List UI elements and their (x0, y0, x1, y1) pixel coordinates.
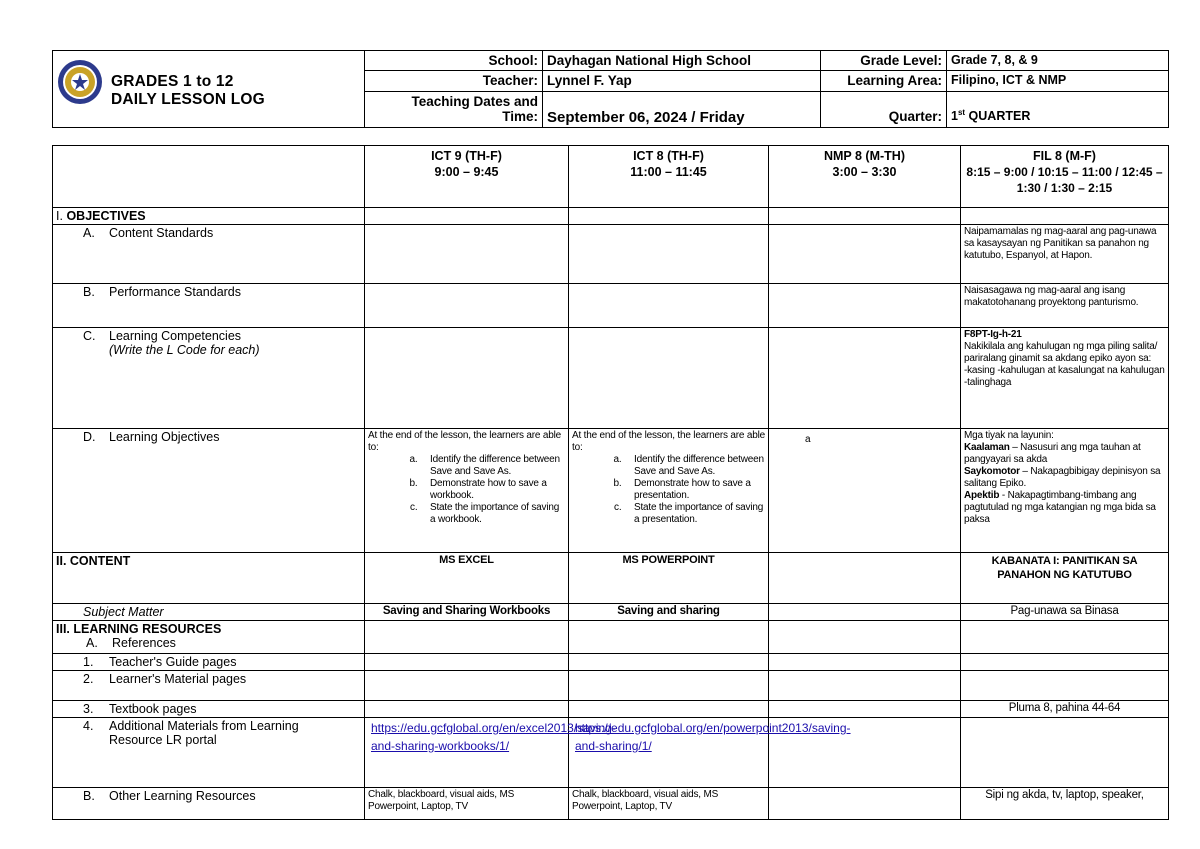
content-standards-letter: A. (83, 226, 95, 240)
quarter-suffix: st (957, 107, 966, 117)
cell-empty (961, 208, 1169, 225)
school-value: Dayhagan National High School (543, 51, 821, 71)
ict9-subject-matter: Saving and Sharing Workbooks (365, 604, 569, 621)
list-item: c. State the importance of saving a workbook. (420, 502, 565, 526)
col-fil8-name: FIL 8 (M-F) (1033, 149, 1096, 163)
performance-standards-letter: B. (83, 285, 95, 299)
column-header-row (53, 146, 1169, 208)
learners-material-row (53, 671, 1169, 701)
ict8-other-resources: Chalk, blackboard, visual aids, MS Powerpoint, Laptop, TV (569, 788, 769, 820)
other-resources-row (53, 788, 1169, 820)
fil-competency-line3: -talinghaga (964, 377, 1012, 388)
col-ict8-time: 11:00 – 11:45 (630, 165, 707, 179)
col-ict9-name: ICT 9 (TH-F) (431, 149, 502, 163)
lesson-log-table (52, 145, 1169, 820)
competencies-letter: C. (83, 329, 96, 343)
cell-empty (365, 654, 569, 671)
objectives-heading (53, 208, 365, 225)
col-ict9-time: 9:00 – 9:45 (434, 165, 499, 179)
cell-empty (769, 604, 961, 621)
fil-competency-line2: -kasing -kahulugan at kasalungat na kahulugan (964, 365, 1165, 376)
teaching-dates-label-line1: Teaching Dates and (411, 94, 538, 110)
cell-empty (569, 284, 769, 328)
col-header-nmp8 (769, 146, 961, 208)
additional-materials-line2: Resource LR portal (109, 733, 217, 747)
fil-subject-matter: Pag-unawa sa Binasa (961, 604, 1169, 621)
log-title-line1: GRADES 1 to 12 (111, 73, 234, 90)
additional-materials-line1: Additional Materials from Learning (109, 719, 299, 733)
learners-material-num: 2. (83, 672, 94, 686)
cell-empty (769, 671, 961, 701)
cell-empty (769, 788, 961, 820)
deped-seal-icon (57, 59, 103, 105)
cell-empty (961, 621, 1169, 654)
teacher-label: Teacher: (365, 71, 543, 91)
ict8-objectives-intro: At the end of the lesson, the learners are able to: (572, 430, 765, 453)
ict8-resource-link[interactable]: https://edu.gcfglobal.org/en/powerpoint2013/saving-and-sharing/1/ (575, 721, 851, 753)
cell-empty (569, 671, 769, 701)
list-item: c. State the importance of saving a presentation. (624, 502, 765, 526)
ict9-other-resources: Chalk, blackboard, visual aids, MS Powerpoint, Laptop, TV (365, 788, 569, 820)
textbook-text: Textbook pages (109, 702, 197, 716)
additional-materials-row (53, 718, 1169, 788)
cell-empty (961, 718, 1169, 788)
empty-header-cell (53, 146, 365, 208)
ict9-learning-objectives (365, 429, 569, 553)
other-resources-text: Other Learning Resources (109, 789, 256, 803)
nmp-learning-objectives: a (769, 429, 961, 553)
learning-area-label: Learning Area: (821, 71, 947, 91)
header-logo-cell (53, 51, 365, 128)
teaching-dates-label (365, 91, 543, 128)
cell-empty (769, 701, 961, 718)
cell-empty (769, 284, 961, 328)
competencies-row (53, 328, 1169, 429)
cell-empty (769, 328, 961, 429)
col-header-ict9 (365, 146, 569, 208)
content-standards-row (53, 225, 1169, 284)
cell-empty (569, 654, 769, 671)
list-item: b. Demonstrate how to save a presentation. (624, 478, 765, 502)
quarter-label: Quarter: (821, 91, 947, 128)
content-heading: II. CONTENT (53, 553, 365, 604)
fil-saykomotor-label: Saykomotor (964, 466, 1020, 477)
references-letter: A. (86, 636, 98, 650)
fil-competency-line1: Nakikilala ang kahulugan ng mga piling salita/ pariralang ginamit sa akdang epiko ayon sa: (964, 341, 1158, 364)
objectives-prefix: I. (56, 209, 63, 223)
teachers-guide-num: 1. (83, 655, 94, 669)
other-resources-label (53, 788, 365, 820)
fil-objective-kaalaman (964, 442, 1165, 466)
learning-area-value: Filipino, ICT & NMP (947, 71, 1169, 91)
cell-empty (365, 328, 569, 429)
quarter-text: QUARTER (965, 109, 1031, 123)
cell-empty (365, 701, 569, 718)
subject-matter-label: Subject Matter (53, 604, 365, 621)
fil-competency-code: F8PT-Ig-h-21 (964, 329, 1022, 340)
performance-standards-row (53, 284, 1169, 328)
content-standards-label (53, 225, 365, 284)
fil-apektib-label: Apektib (964, 490, 1000, 501)
fil-kaalaman-label: Kaalaman (964, 442, 1010, 453)
cell-empty (365, 284, 569, 328)
fil-competencies (961, 328, 1169, 429)
header-table (52, 50, 1169, 128)
col-ict8-name: ICT 8 (TH-F) (633, 149, 704, 163)
performance-standards-label (53, 284, 365, 328)
fil-content: KABANATA I: PANITIKAN SA PANAHON NG KATUTUBO (961, 553, 1169, 604)
col-header-ict8 (569, 146, 769, 208)
teachers-guide-label (53, 654, 365, 671)
learning-resources-row (53, 621, 1169, 654)
grade-level-label: Grade Level: (821, 51, 947, 71)
cell-empty (569, 225, 769, 284)
log-title-line2: DAILY LESSON LOG (111, 91, 265, 108)
additional-materials-label (53, 718, 365, 788)
cell-empty (769, 553, 961, 604)
ict9-additional-materials (365, 718, 616, 788)
subject-matter-row (53, 604, 1169, 621)
additional-materials-num: 4. (83, 719, 94, 733)
objectives-row (53, 208, 1169, 225)
fil-content-standards: Naipamamalas ng mag-aaral ang pag-unawa sa kasaysayan ng Panitikan sa panahon ng katutubo, Espanyol, at Hapon. (961, 225, 1169, 284)
ict9-content: MS EXCEL (365, 553, 569, 604)
fil-kaalaman-text: – Nasusuri ang mga tauhan at pangyayari sa akda (964, 442, 1141, 465)
competencies-note: (Write the L Code for each) (109, 343, 260, 357)
fil-learning-objectives (961, 429, 1169, 553)
list-item: a. Identify the difference between Save and Save As. (624, 454, 765, 478)
fil-other-resources: Sipi ng akda, tv, laptop, speaker, (961, 788, 1169, 820)
fil-objectives-intro: Mga tiyak na layunin: (964, 430, 1054, 441)
references-label: References (112, 636, 176, 650)
cell-empty (569, 328, 769, 429)
list-item: b. Demonstrate how to save a workbook. (420, 478, 565, 502)
learning-resources-heading: III. LEARNING RESOURCES (56, 622, 222, 636)
col-header-fil8 (961, 146, 1169, 208)
learning-objectives-text: Learning Objectives (109, 430, 220, 444)
fil-apektib-text: - Nakapagtimbang-timbang ang pagtutulad ng mga katangian ng mga bida sa paksa (964, 490, 1156, 525)
textbook-label (53, 701, 365, 718)
content-standards-text: Content Standards (109, 226, 214, 240)
cell-empty (569, 701, 769, 718)
cell-empty (769, 654, 961, 671)
ict9-objectives-intro: At the end of the lesson, the learners are able to: (368, 430, 561, 453)
fil-saykomotor-text: – Nakapagbibigay depinisyon sa salitang Epiko. (964, 466, 1161, 489)
teaching-dates-label-line2: Time: (502, 109, 538, 125)
learning-resources-cell (53, 621, 365, 654)
cell-empty (365, 208, 569, 225)
col-nmp8-name: NMP 8 (M-TH) (823, 149, 905, 163)
col-nmp8-time: 3:00 – 3:30 (832, 165, 897, 179)
textbook-row (53, 701, 1169, 718)
ict8-additional-materials (569, 718, 851, 788)
learning-objectives-row (53, 429, 1169, 553)
content-row (53, 553, 1169, 604)
fil-objective-saykomotor (964, 466, 1165, 490)
cell-empty (769, 225, 961, 284)
learners-material-label (53, 671, 365, 701)
quarter-number: 1 (951, 109, 958, 123)
other-resources-letter: B. (83, 789, 95, 803)
col-fil8-time: 8:15 – 9:00 / 10:15 – 11:00 / 12:45 – 1:30 / 1:30 – 2:15 (966, 165, 1163, 195)
textbook-num: 3. (83, 702, 94, 716)
teaching-dates-value: September 06, 2024 / Friday (543, 91, 821, 128)
cell-empty (365, 671, 569, 701)
cell-empty (365, 621, 569, 654)
competencies-label (53, 328, 365, 429)
teacher-value: Lynnel F. Yap (543, 71, 821, 91)
fil-textbook-pages: Pluma 8, pahina 44-64 (961, 701, 1169, 718)
fil-objective-apektib (964, 490, 1165, 526)
cell-empty (569, 621, 769, 654)
cell-empty (769, 621, 961, 654)
ict8-learning-objectives (569, 429, 769, 553)
ict9-resource-link[interactable]: https://edu.gcfglobal.org/en/excel2013/saving-and-sharing-workbooks/1/ (371, 721, 616, 753)
performance-standards-text: Performance Standards (109, 285, 242, 299)
cell-empty (365, 225, 569, 284)
cell-empty (769, 208, 961, 225)
learning-objectives-letter: D. (83, 430, 96, 444)
fil-performance-standards: Naisasagawa ng mag-aaral ang isang makatotohanang proyektong panturismo. (961, 284, 1169, 328)
learners-material-text: Learner's Material pages (109, 672, 247, 686)
ict8-subject-matter: Saving and sharing (569, 604, 769, 621)
quarter-value (947, 91, 1169, 128)
learning-objectives-label (53, 429, 365, 553)
objectives-title: OBJECTIVES (66, 209, 146, 223)
ict8-content: MS POWERPOINT (569, 553, 769, 604)
cell-empty (569, 208, 769, 225)
competencies-text: Learning Competencies (109, 329, 242, 343)
grade-level-value: Grade 7, 8, & 9 (947, 51, 1169, 71)
list-item: a. Identify the difference between Save and Save As. (420, 454, 565, 478)
teachers-guide-text: Teacher's Guide pages (109, 655, 237, 669)
cell-empty (961, 654, 1169, 671)
teachers-guide-row (53, 654, 1169, 671)
school-label: School: (365, 51, 543, 71)
cell-empty (961, 671, 1169, 701)
